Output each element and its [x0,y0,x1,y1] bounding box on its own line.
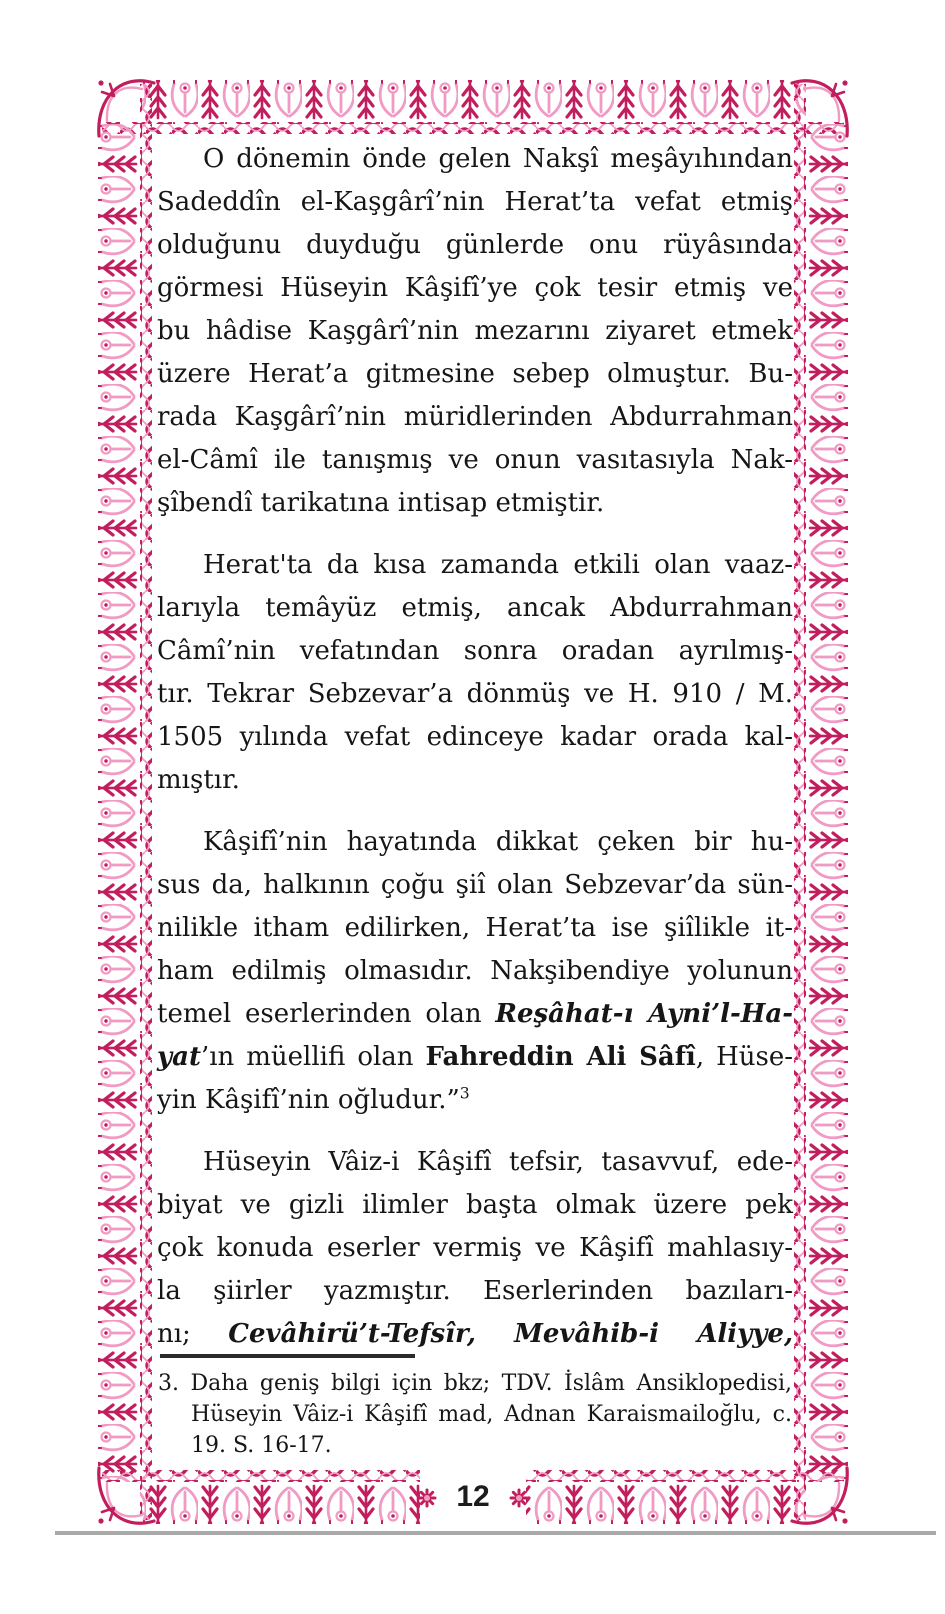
text-line [157,630,793,673]
text-line [157,673,793,716]
text-line [157,587,793,630]
paragraph [157,821,793,1122]
text-segment: 1505 yılında vefat edinceye kadar orada kal- [157,722,793,752]
text-line [157,759,793,802]
text-segment: O dönemin önde gelen Nakşî meşâyıhından [203,144,793,174]
text-segment: , Hüse- [695,1042,793,1072]
text-segment: Hüseyin Vâiz-i Kâşifî tefsir, tasavvuf, ede- [203,1147,793,1177]
footnote [158,1368,792,1461]
page-number: 12 [456,1480,490,1513]
text-line [157,1270,793,1313]
text-line [157,716,793,759]
text-segment: Sadeddîn el-Kaşgârî’nin Herat’ta vefat etmiş [157,187,793,217]
text-line [157,267,793,310]
text-line [157,1141,793,1184]
text-line [157,907,793,950]
text-segment: rada Kaşgârî’nin müridlerinden Abdurrahman [157,402,793,432]
text-line [157,544,793,587]
text-segment: yin Kâşifî’nin oğludur.” [157,1085,460,1115]
border-top [102,80,844,134]
text-segment: mıştır. [157,765,240,795]
text-segment: şîbendî tarikatına intisap etmiştir. [157,488,605,518]
text-line [157,396,793,439]
text-line [157,353,793,396]
text-line [157,482,793,525]
paragraph [157,138,793,525]
text-line [157,864,793,907]
text-line [157,1036,793,1079]
paragraph [157,1141,793,1356]
text-segment: biyat ve gizli ilimler başta olmak üzere pek [157,1190,793,1220]
text-line [157,993,793,1036]
text-segment: Kâşifî’nin hayatında dikkat çeken bir hu- [203,827,793,857]
text-segment: ’ın müellifi olan [200,1042,426,1072]
text-segment: Herat'ta da kısa zamanda etkili olan vaaz- [203,550,793,580]
text-segment: Fahreddin Ali Sâfî [425,1042,696,1072]
text-line [157,821,793,864]
text-segment: Câmî’nin vefatından sonra oradan ayrılmış- [157,636,793,666]
border-left [98,84,152,1520]
text-segment: sus da, halkının çoğu şiî olan Sebzevar’da sün- [157,870,793,900]
text-line [157,950,793,993]
text-segment: tır. Tekrar Sebzevar’a dönmüş ve H. 910 / M. [157,679,793,709]
text-line [157,439,793,482]
text-line [157,310,793,353]
text-segment: çok konuda eserler vermiş ve Kâşifî mahlasıy- [157,1233,793,1263]
text-segment: bu hâdise Kaşgârî’nin mezarını ziyaret etmek [157,316,793,346]
text-segment: olduğunu duyduğu günlerde onu rüyâsında [157,230,793,260]
text-segment: Cevâhirü’t-Tefsîr, Mevâhib-i Aliyye, [228,1319,793,1349]
body-text [157,138,793,1375]
paragraph [157,544,793,802]
footnote-separator [160,1354,415,1358]
text-line [157,1184,793,1227]
footnote-line: 19. S. 16-17. [191,1433,332,1458]
text-segment: nı; [157,1319,229,1349]
text-segment: nilikle itham edilirken, Herat’ta ise şiîlikle it- [157,913,793,943]
text-segment: temel eserlerinden olan [157,999,496,1029]
footnote-line: Hüseyin Vâiz-i Kâşifî mad, Adnan Karaismailoğlu, c. [191,1402,792,1427]
text-segment: el-Câmî ile tanışmış ve onun vasıtasıyla Nak- [157,445,793,475]
text-line [157,224,793,267]
text-segment: 3 [459,1084,470,1103]
text-line [157,1313,793,1356]
text-line [157,1079,793,1122]
border-right [794,84,848,1520]
text-segment: la şiirler yazmıştır. Eserlerinden bazıları- [157,1276,793,1306]
text-segment: üzere Herat’a gitmesine sebep olmuştur. Bu- [157,359,793,389]
text-line [157,1227,793,1270]
text-segment: larıyla temâyüz etmiş, ancak Abdurrahman [157,593,793,623]
footnote-line: 3. Daha geniş bilgi için bkz; TDV. İslâm Ansiklopedisi, [158,1371,792,1396]
page-edge-line [55,1531,936,1535]
text-segment: görmesi Hüseyin Kâşifî’ye çok tesir etmiş ve [157,273,793,303]
text-segment: Reşâhat-ı Ayni’l-Ha- [495,999,793,1029]
text-segment: yat [157,1042,201,1072]
text-line [157,181,793,224]
text-line [157,138,793,181]
text-segment: ham edilmiş olmasıdır. Nakşibendiye yolunun [157,956,793,986]
